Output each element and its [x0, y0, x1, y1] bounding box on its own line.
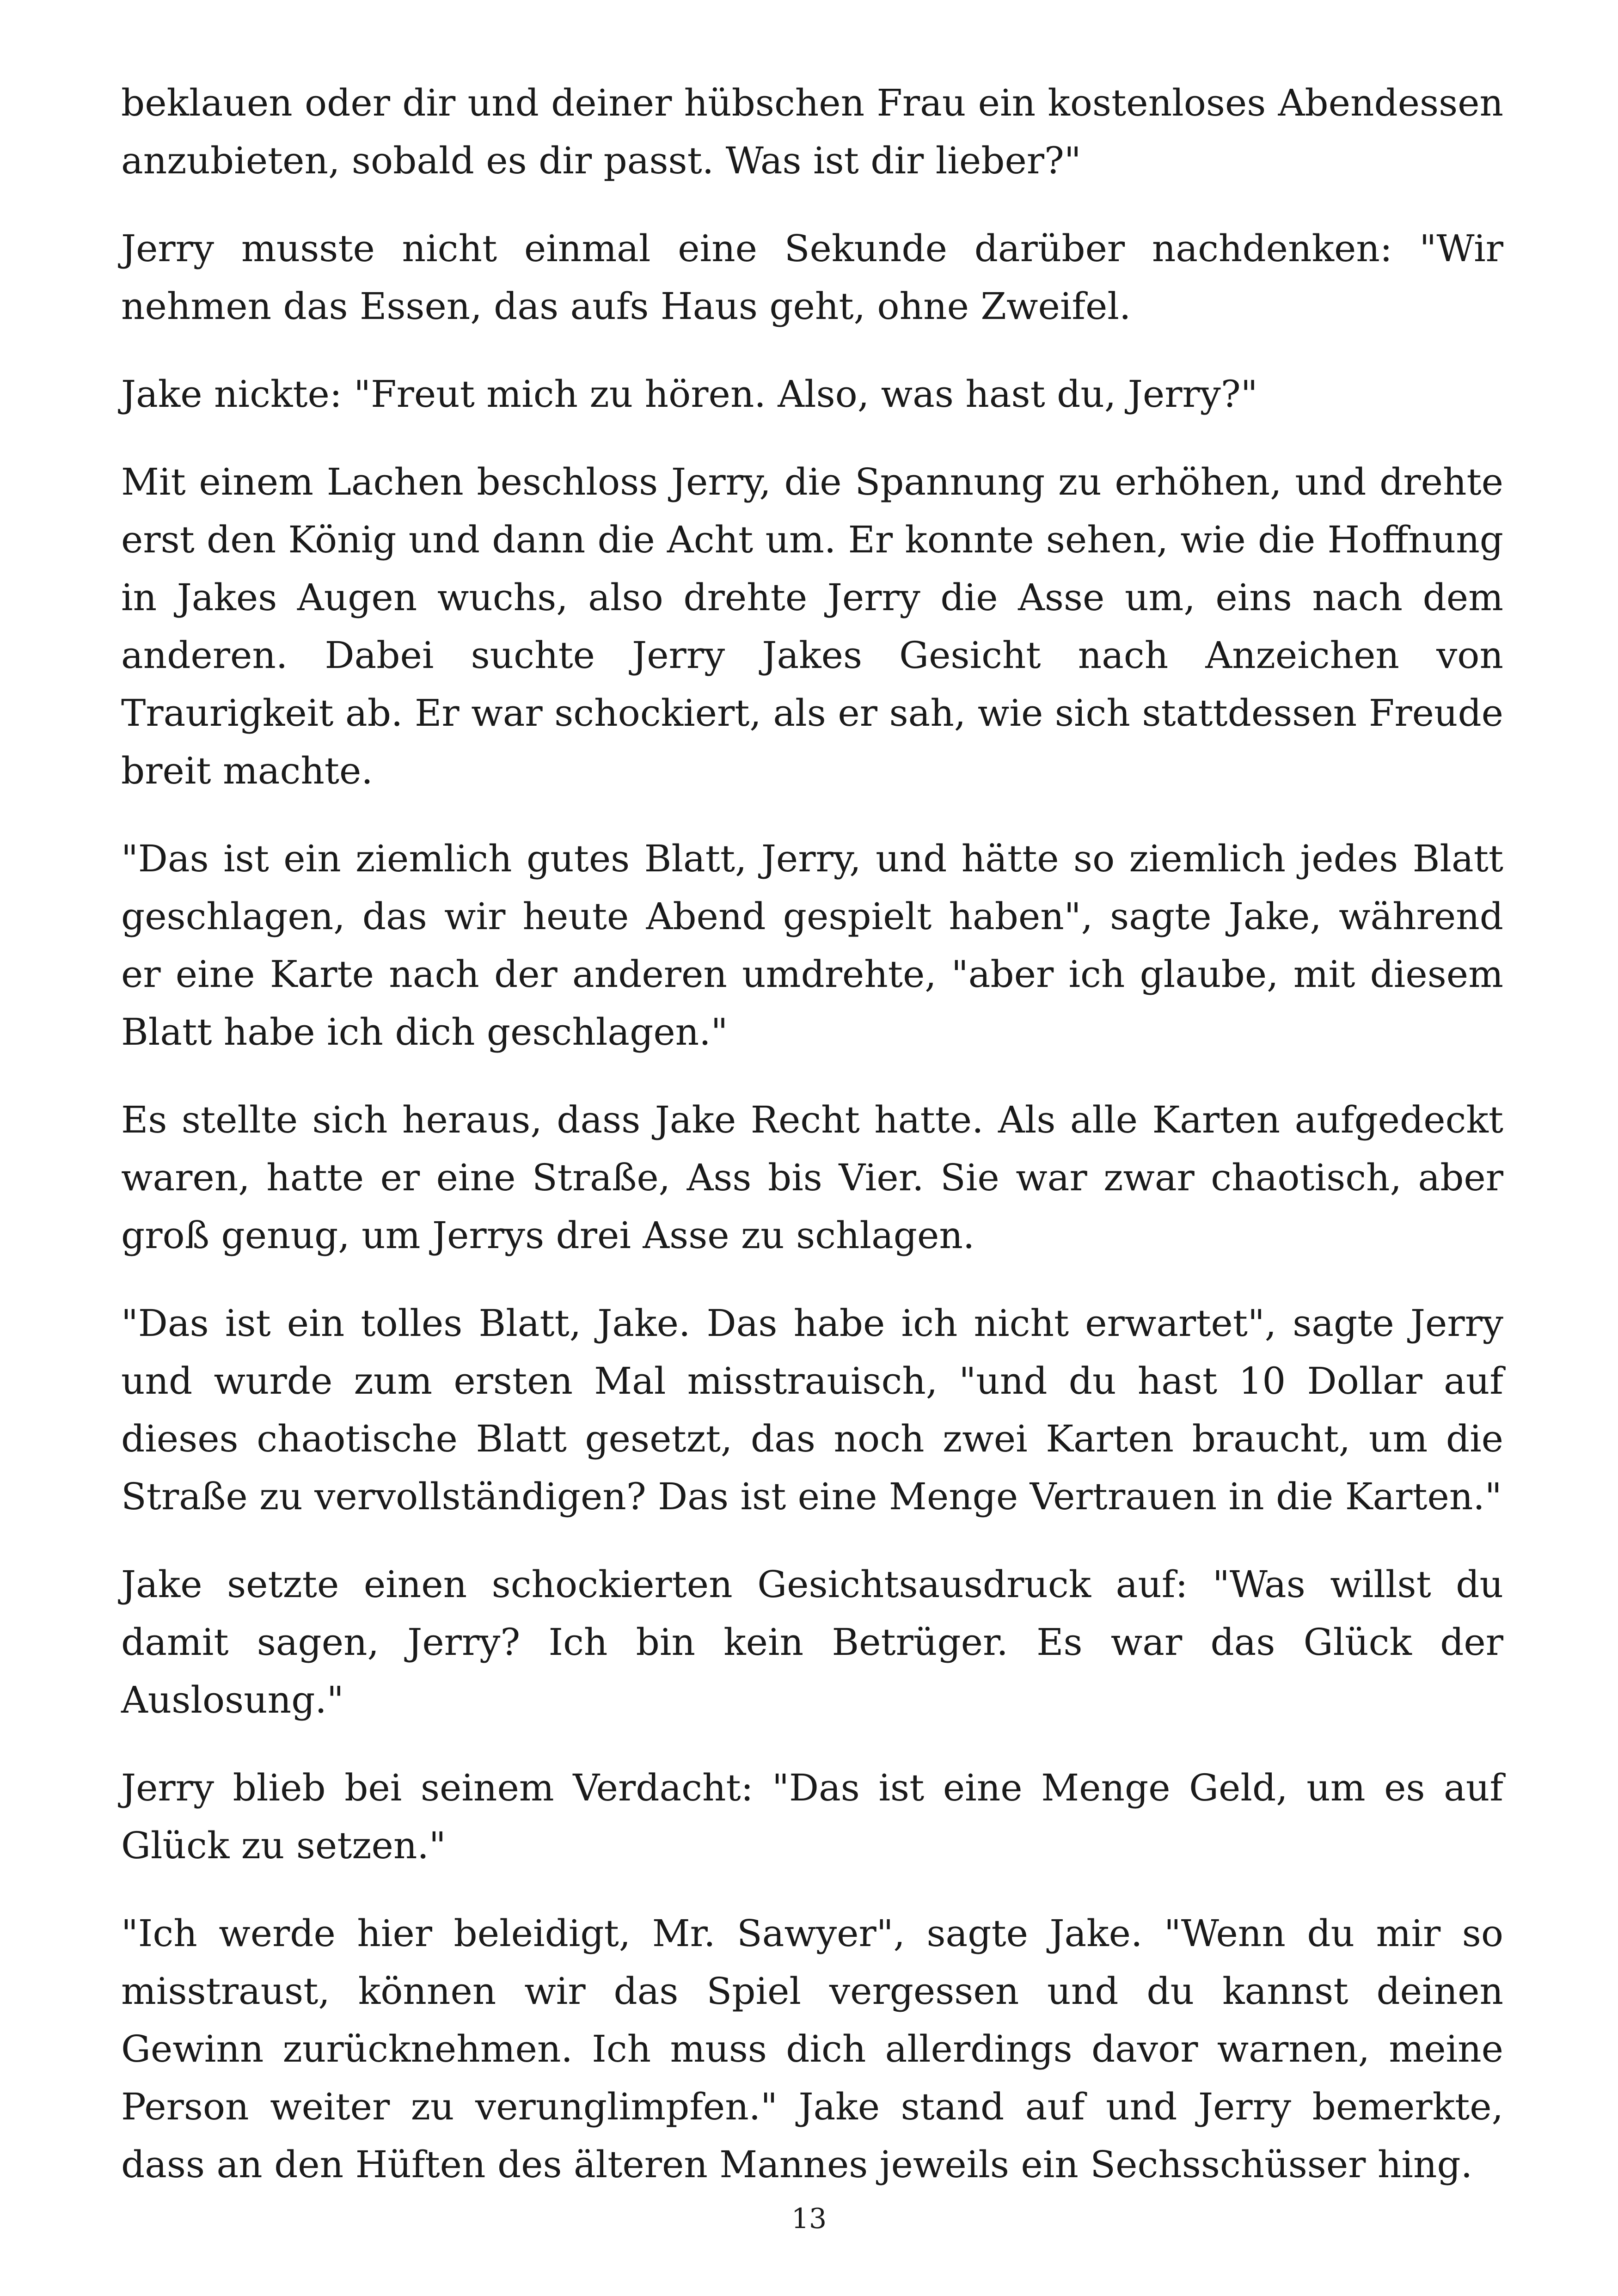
- page-number: 13: [791, 2203, 827, 2235]
- paragraph: Es stellte sich heraus, dass Jake Recht hatte. Als alle Karten aufgedeckt waren, hatte er eine Straße, Ass bis Vier. Sie war zwar chaotisch, aber groß genug, um Jerrys drei Asse zu schlagen.: [121, 1098, 1503, 1257]
- body-text: [121, 74, 1503, 2223]
- paragraph: Jerry musste nicht einmal eine Sekunde darüber nachdenken: "Wir nehmen das Essen, das aufs Haus geht, ohne Zweifel.: [121, 227, 1503, 328]
- paragraph: "Das ist ein ziemlich gutes Blatt, Jerry, und hätte so ziemlich jedes Blatt geschlagen, das wir heute Abend gespielt haben", sagte Jake, während er eine Karte nach der anderen umdrehte, "aber ich glaube, mit diesem Blatt habe ich dich geschlagen.": [121, 837, 1503, 1053]
- paragraph: "Das ist ein tolles Blatt, Jake. Das habe ich nicht erwartet", sagte Jerry und wurde zum ersten Mal misstrauisch, "und du hast 10 Dollar auf dieses chaotische Blatt gesetzt, das noch zwei Karten braucht, um die Straße zu vervollständigen? Das ist eine Menge Vertrauen in die Karten.": [121, 1302, 1503, 1518]
- paragraph: beklauen oder dir und deiner hübschen Frau ein kostenloses Abendessen anzubieten, sobald es dir passt. Was ist dir lieber?": [121, 81, 1503, 182]
- paragraph: Jake nickte: "Freut mich zu hören. Also, was hast du, Jerry?": [121, 373, 1258, 416]
- paragraph: Jake setzte einen schockierten Gesichtsausdruck auf: "Was willst du damit sagen, Jerry? Ich bin kein Betrüger. Es war das Glück der Auslosung.": [121, 1563, 1503, 1721]
- paragraph: Mit einem Lachen beschloss Jerry, die Spannung zu erhöhen, und drehte erst den König und dann die Acht um. Er konnte sehen, wie die Hoffnung in Jakes Augen wuchs, also drehte Jerry die Asse um, eins nach dem anderen. Dabei suchte Jerry Jakes Gesicht nach Anzeichen von Traurigkeit ab. Er war schockiert, als er sah, wie sich stattdessen Freude breit machte.: [121, 460, 1503, 792]
- paragraph: "Ich werde hier beleidigt, Mr. Sawyer", sagte Jake. "Wenn du mir so misstraust, können wir das Spiel vergessen und du kannst deinen Gewinn zurücknehmen. Ich muss dich allerdings davor warnen, meine Person weiter zu verunglimpfen." Jake stand auf und Jerry bemerkte, dass an den Hüften des älteren Mannes jeweils ein Sechsschüsser hing.: [121, 1912, 1503, 2186]
- paragraph: Jerry blieb bei seinem Verdacht: "Das ist eine Menge Geld, um es auf Glück zu setzen.": [121, 1766, 1503, 1867]
